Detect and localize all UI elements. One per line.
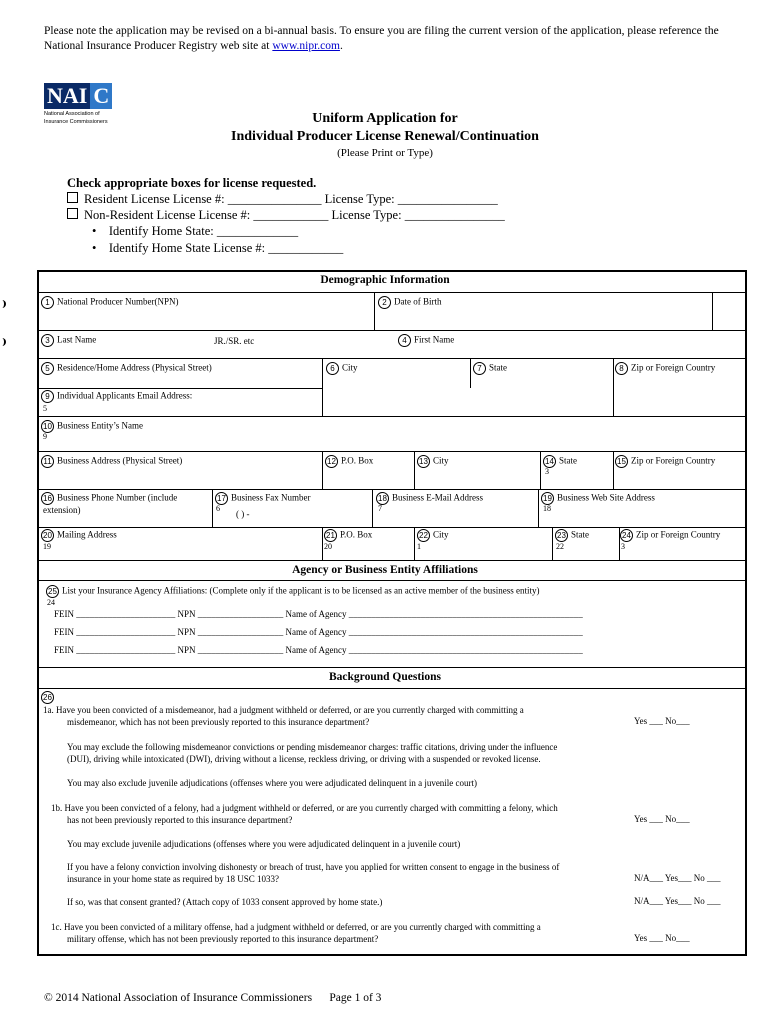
question-1c: 1c. Have you been convicted of a military offense, had a judgment withheld or deferred, or are you currently charged with committing a: [51, 922, 541, 932]
page-footer: © 2014 National Association of Insurance Commissioners Page 1 of 3: [44, 992, 382, 1004]
form-title: Uniform Application for: [312, 111, 458, 126]
residence-zip-field[interactable]: 8 Zip or Foreign Country: [615, 362, 715, 375]
last-name-field[interactable]: 3 Last Name: [41, 334, 96, 347]
mailing-city-field[interactable]: 22 City: [417, 529, 449, 542]
question-1b: 1b. Have you been convicted of a felony, had a judgment withheld or deferred, or are you currently charged with committing a felony, which: [51, 803, 558, 813]
home-state-row[interactable]: • Identify Home State: _____________: [92, 224, 299, 238]
naic-logo: NAI C National Association of Insurance Commissioners: [44, 83, 116, 125]
margin-mark: [0, 300, 6, 308]
answer-1b-consent[interactable]: N/A___ Yes___ No ___: [634, 896, 721, 906]
nonresident-checkbox[interactable]: [67, 208, 78, 219]
print-instruction: (Please Print or Type): [337, 147, 433, 159]
nonresident-license-row[interactable]: Non-Resident License License #: ____________ License Type: ________________: [67, 208, 505, 223]
question-1a: 1a. Have you been convicted of a misdemeanor, had a judgment withheld or deferred, or are you currently charged with committing a: [43, 705, 524, 715]
demographic-heading: Demographic Information: [320, 274, 450, 286]
business-city-field[interactable]: 13 City: [417, 455, 449, 468]
residence-city-field[interactable]: 6 City: [326, 362, 358, 375]
first-name-field[interactable]: 4 First Name: [398, 334, 454, 347]
resident-license-row[interactable]: Resident License License #: _______________ License Type: ________________: [67, 192, 498, 207]
answer-1b[interactable]: Yes ___ No___: [634, 814, 690, 824]
background-section-number: 26: [41, 691, 57, 704]
mailing-state-field[interactable]: 23 State: [555, 529, 589, 542]
answer-1a[interactable]: Yes ___ No___: [634, 716, 690, 726]
home-state-license-row[interactable]: • Identify Home State License #: ____________: [92, 241, 344, 255]
agency-heading: Agency or Business Entity Affiliations: [292, 564, 478, 576]
page-number: Page 1 of 3: [329, 992, 382, 1004]
agency-instruction: 25 List your Insurance Agency Affiliations: (Complete only if the applicant is to be licensed as an active member of the business entity): [46, 585, 539, 598]
business-fax-field[interactable]: 17 Business Fax Number: [215, 492, 311, 505]
answer-1b-felony[interactable]: N/A___ Yes___ No ___: [634, 873, 721, 883]
npn-field[interactable]: 1 National Producer Number(NPN): [41, 296, 178, 309]
dob-field[interactable]: 2 Date of Birth: [378, 296, 442, 309]
agency-row-2[interactable]: FEIN ______________________ NPN ___________________ Name of Agency ____________________________________________________: [54, 627, 583, 637]
margin-mark: [0, 338, 6, 346]
mailing-zip-field[interactable]: 24 Zip or Foreign Country: [620, 529, 720, 542]
license-heading: Check appropriate boxes for license requested.: [67, 176, 317, 190]
nipr-link[interactable]: www.nipr.com: [272, 40, 340, 52]
business-address-field[interactable]: 11 Business Address (Physical Street): [41, 455, 182, 468]
business-zip-field[interactable]: 15 Zip or Foreign Country: [615, 455, 715, 468]
business-website-field[interactable]: 19 Business Web Site Address: [541, 492, 655, 505]
mailing-pobox-field[interactable]: 21 P.O. Box: [324, 529, 372, 542]
business-phone-field[interactable]: 16 Business Phone Number (include: [41, 492, 177, 505]
answer-1c[interactable]: Yes ___ No___: [634, 933, 690, 943]
business-state-field[interactable]: 14 State: [543, 455, 577, 468]
agency-row-3[interactable]: FEIN ______________________ NPN ___________________ Name of Agency ____________________________________________________: [54, 645, 583, 655]
residence-address-field[interactable]: 5 Residence/Home Address (Physical Street): [41, 362, 212, 375]
business-email-field[interactable]: 18 Business E-Mail Address: [376, 492, 483, 505]
business-pobox-field[interactable]: 12 P.O. Box: [325, 455, 373, 468]
business-entity-name-field[interactable]: 10 Business Entity’s Name: [41, 420, 143, 433]
form-subtitle: Individual Producer License Renewal/Continuation: [231, 129, 539, 144]
resident-checkbox[interactable]: [67, 192, 78, 203]
mailing-address-field[interactable]: 20 Mailing Address: [41, 529, 117, 542]
agency-row-1[interactable]: FEIN ______________________ NPN ___________________ Name of Agency ____________________________________________________: [54, 609, 583, 619]
email-field[interactable]: 9 Individual Applicants Email Address:: [41, 390, 192, 403]
revision-notice: Please note the application may be revised on a bi-annual basis. To ensure you are filing the current version of the application, please reference the National Insurance Producer Registry web site at www.nipr.com.: [44, 25, 719, 52]
background-heading: Background Questions: [329, 671, 441, 683]
residence-state-field[interactable]: 7 State: [473, 362, 507, 375]
name-suffix-label: JR./SR. etc: [214, 336, 255, 346]
